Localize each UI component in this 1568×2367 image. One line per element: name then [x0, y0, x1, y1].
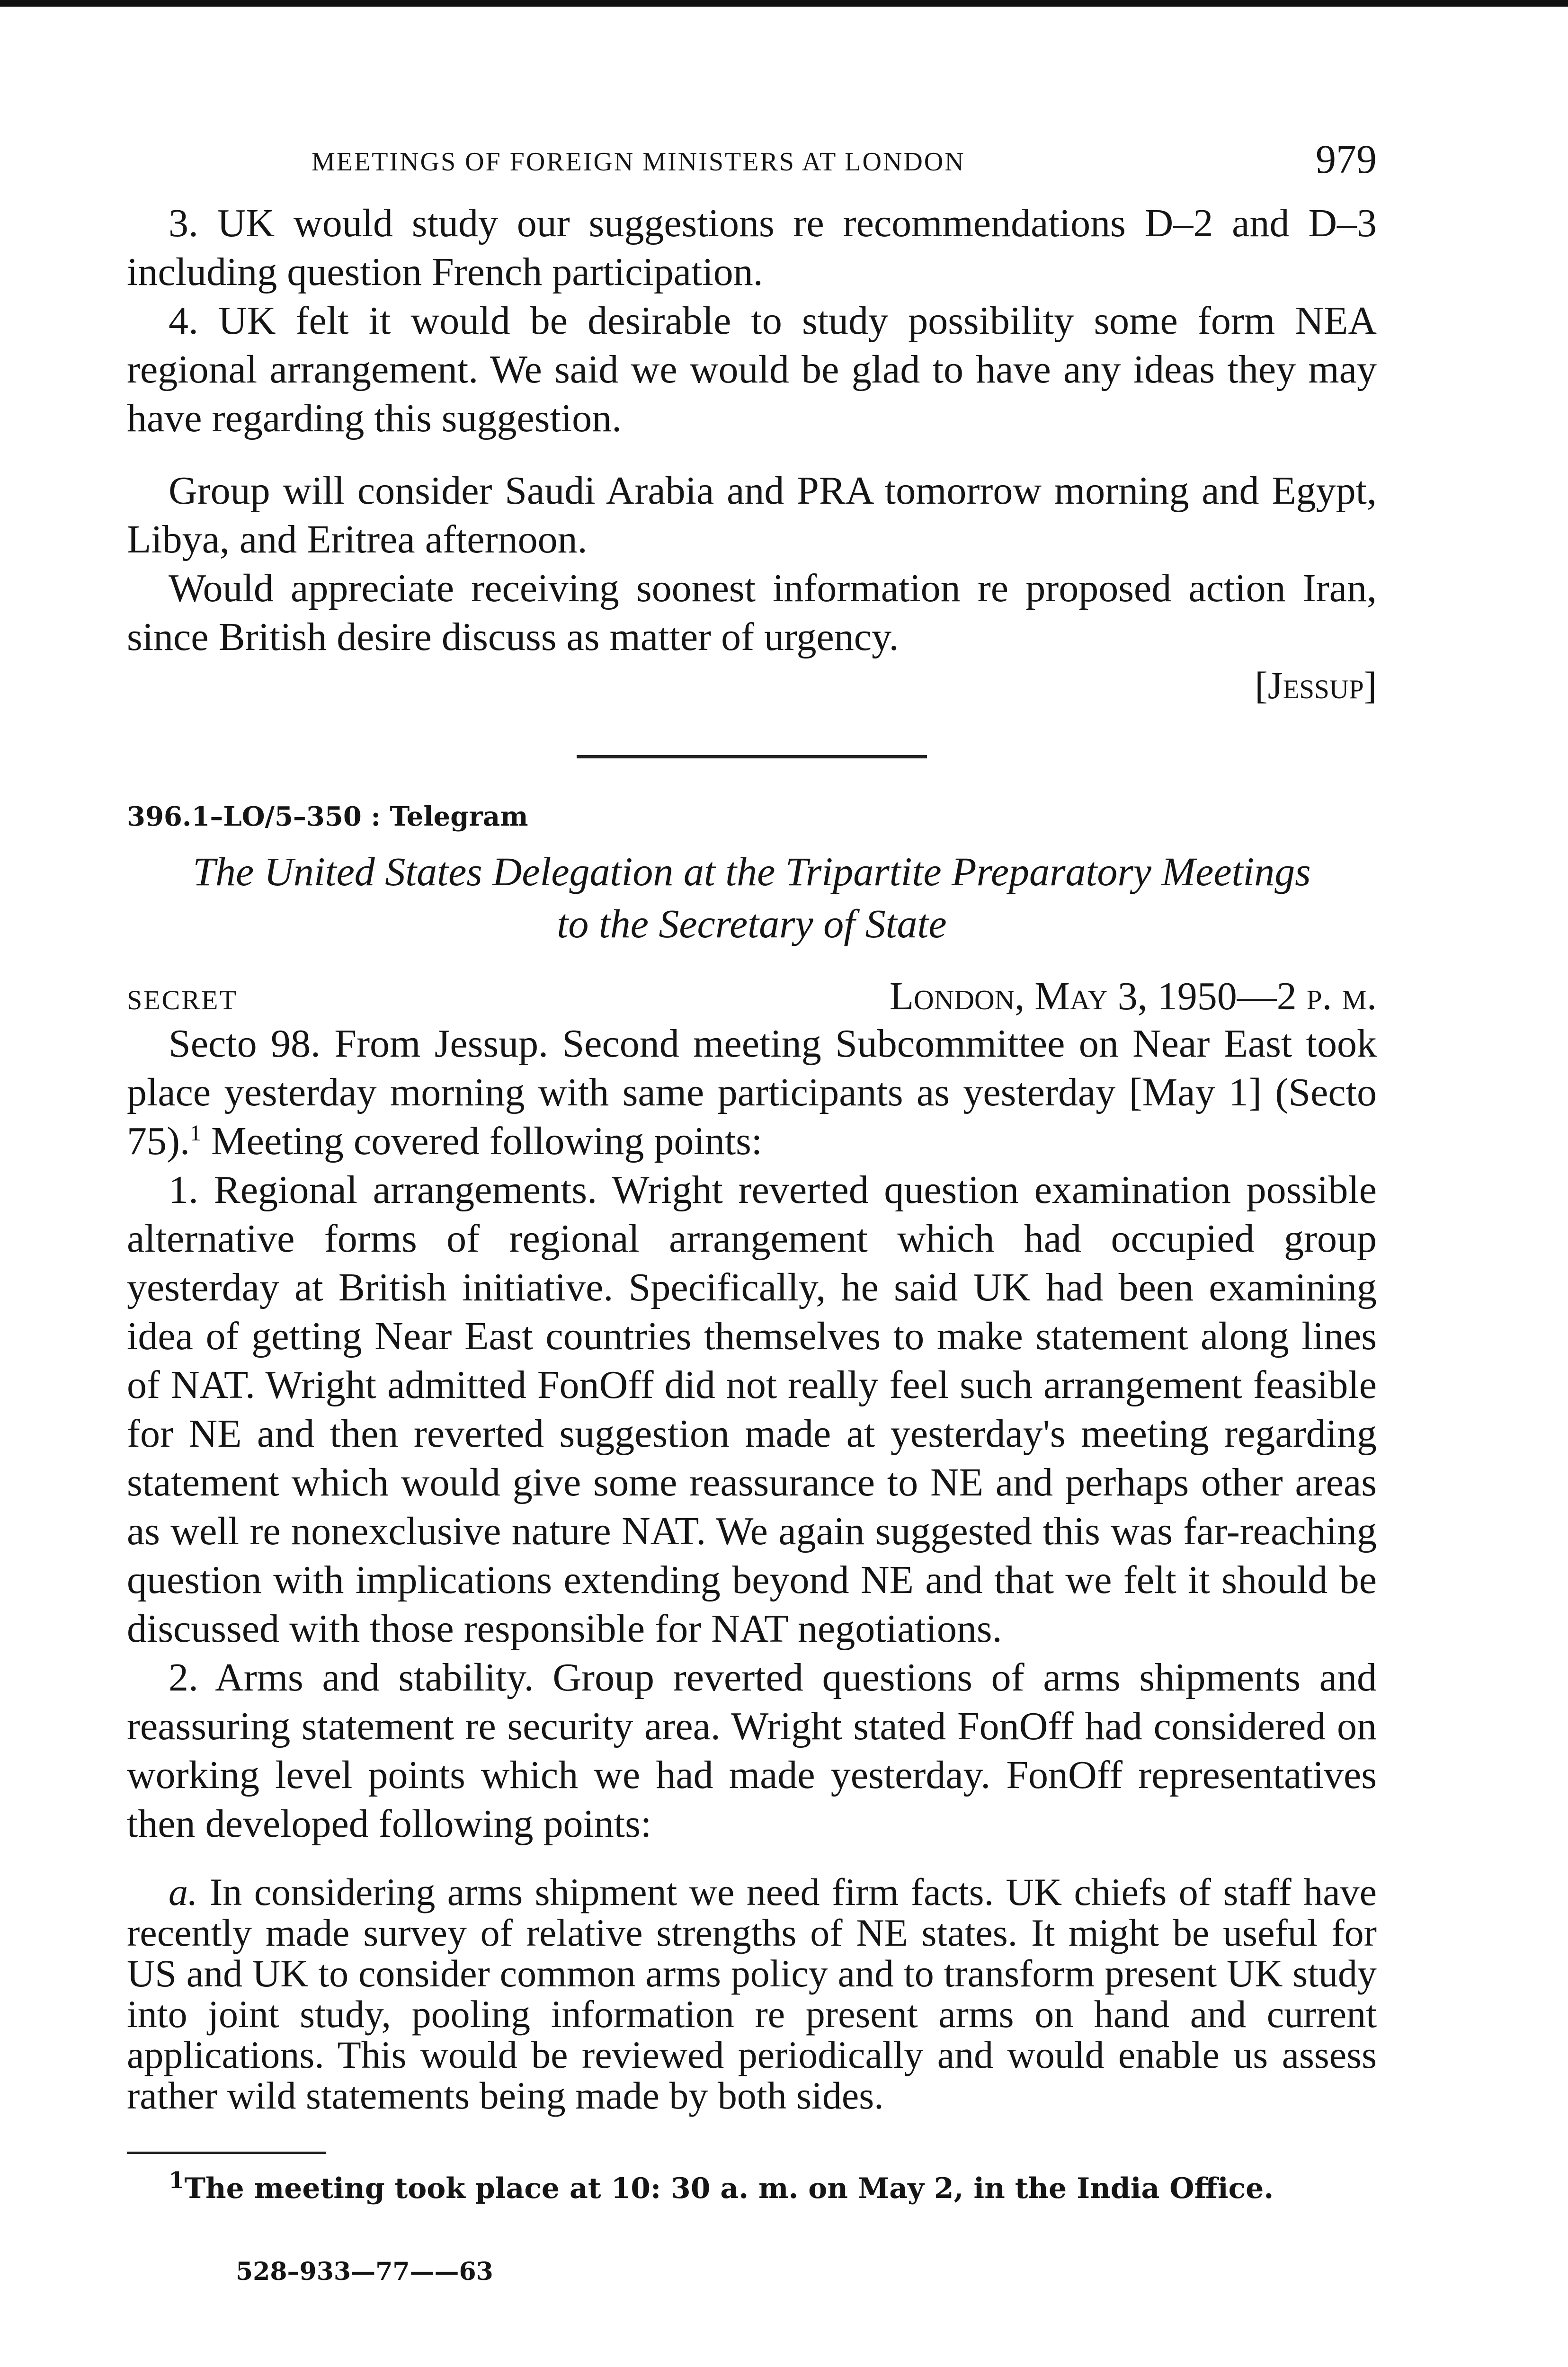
point-a-paragraph	[127, 1872, 1377, 2116]
section-divider	[577, 755, 927, 758]
document-title-line-1: The United States Delegation at the Tripartite Preparatory Meetings	[193, 849, 1311, 894]
intro-text: Secto 98. From Jessup. Second meeting Subcommittee on Near East took place yesterday morning with same participants as yesterday [May 1] (Secto 75).	[127, 1022, 1377, 1163]
item-4-paragraph: 4. UK felt it would be desirable to study possibility some form NEA regional arrangement. We said we would be glad to have any ideas they may have regarding this suggestion.	[127, 299, 1377, 440]
footnote-reference: 1	[189, 1121, 201, 1146]
item-3-paragraph: 3. UK would study our suggestions re recommendations D–2 and D–3 including question French participation.	[127, 201, 1377, 294]
document-page	[127, 133, 1377, 2286]
running-head: MEETINGS OF FOREIGN MINISTERS AT LONDON	[312, 147, 965, 177]
printer-code: 528–933—77——63	[236, 2257, 493, 2286]
footnote-text: The meeting took place at 10: 30 a. m. on May 2, in the India Office.	[184, 2172, 1274, 2205]
group-schedule-paragraph: Group will consider Saudi Arabia and PRA tomorrow morning and Egypt, Libya, and Eritrea afternoon.	[127, 469, 1377, 561]
classification-label: SECRET	[127, 985, 238, 1015]
footnote-rule	[127, 2152, 326, 2154]
footnote-marker: 1	[169, 2167, 185, 2194]
point-a-block	[127, 1872, 1377, 2116]
dateline-row	[127, 973, 1377, 1019]
intro-text-continued: Meeting covered following points:	[201, 1119, 763, 1163]
document-title	[127, 845, 1377, 950]
point-a-label: a.	[169, 1870, 198, 1913]
signature-jessup: [Jessup]	[1255, 664, 1377, 707]
iran-request-paragraph: Would appreciate receiving soonest information re proposed action Iran, since British desire discuss as matter of urgency.	[127, 566, 1377, 659]
page-header	[127, 133, 1377, 199]
document-title-line-2: to the Secretary of State	[557, 901, 947, 946]
point-1-regional-arrangements: 1. Regional arrangements. Wright reverted question examination possible alternative forms of regional arrangement which had occupied group yesterday at British initiative. Specifically, he said UK had been examining idea of getting Near East countries themselves to make statement along lines of NAT. Wright admitted FonOff did not really feel such arrangement feasible for NE and then reverted suggestion made at yesterday's meeting regarding statement which would give some reassurance to NE and perhaps other areas as well re nonexclusive nature NAT. We again suggested this was far-reaching question with implications extending beyond NE and that we felt it should be discussed with those responsible for NAT negotiations.	[127, 1168, 1377, 1651]
point-a-text: In considering arms shipment we need firm facts. UK chiefs of staff have recently made survey of relative strengths of NE states. It might be useful for US and UK to consider common arms policy and to transform present UK study into joint study, pooling information re present arms on hand and current applications. This would be reviewed periodically and would enable us assess rather wild statements being made by both sides.	[127, 1870, 1377, 2117]
previous-document-continuation	[127, 199, 1377, 708]
point-2-arms-and-stability: 2. Arms and stability. Group reverted questions of arms shipments and reassuring statement re security area. Wright stated FonOff had considered on working level points which we had made yesterday. FonOff representatives then developed following points:	[127, 1655, 1377, 1846]
footnote	[127, 2167, 1377, 2205]
page-top-edge	[0, 0, 1568, 7]
page-number: 979	[1316, 136, 1377, 182]
dateline: London, May 3, 1950—2 p. m.	[889, 974, 1377, 1018]
file-reference: 396.1–LO/5–350 : Telegram	[127, 801, 528, 832]
intro-paragraph	[127, 1019, 1377, 1166]
